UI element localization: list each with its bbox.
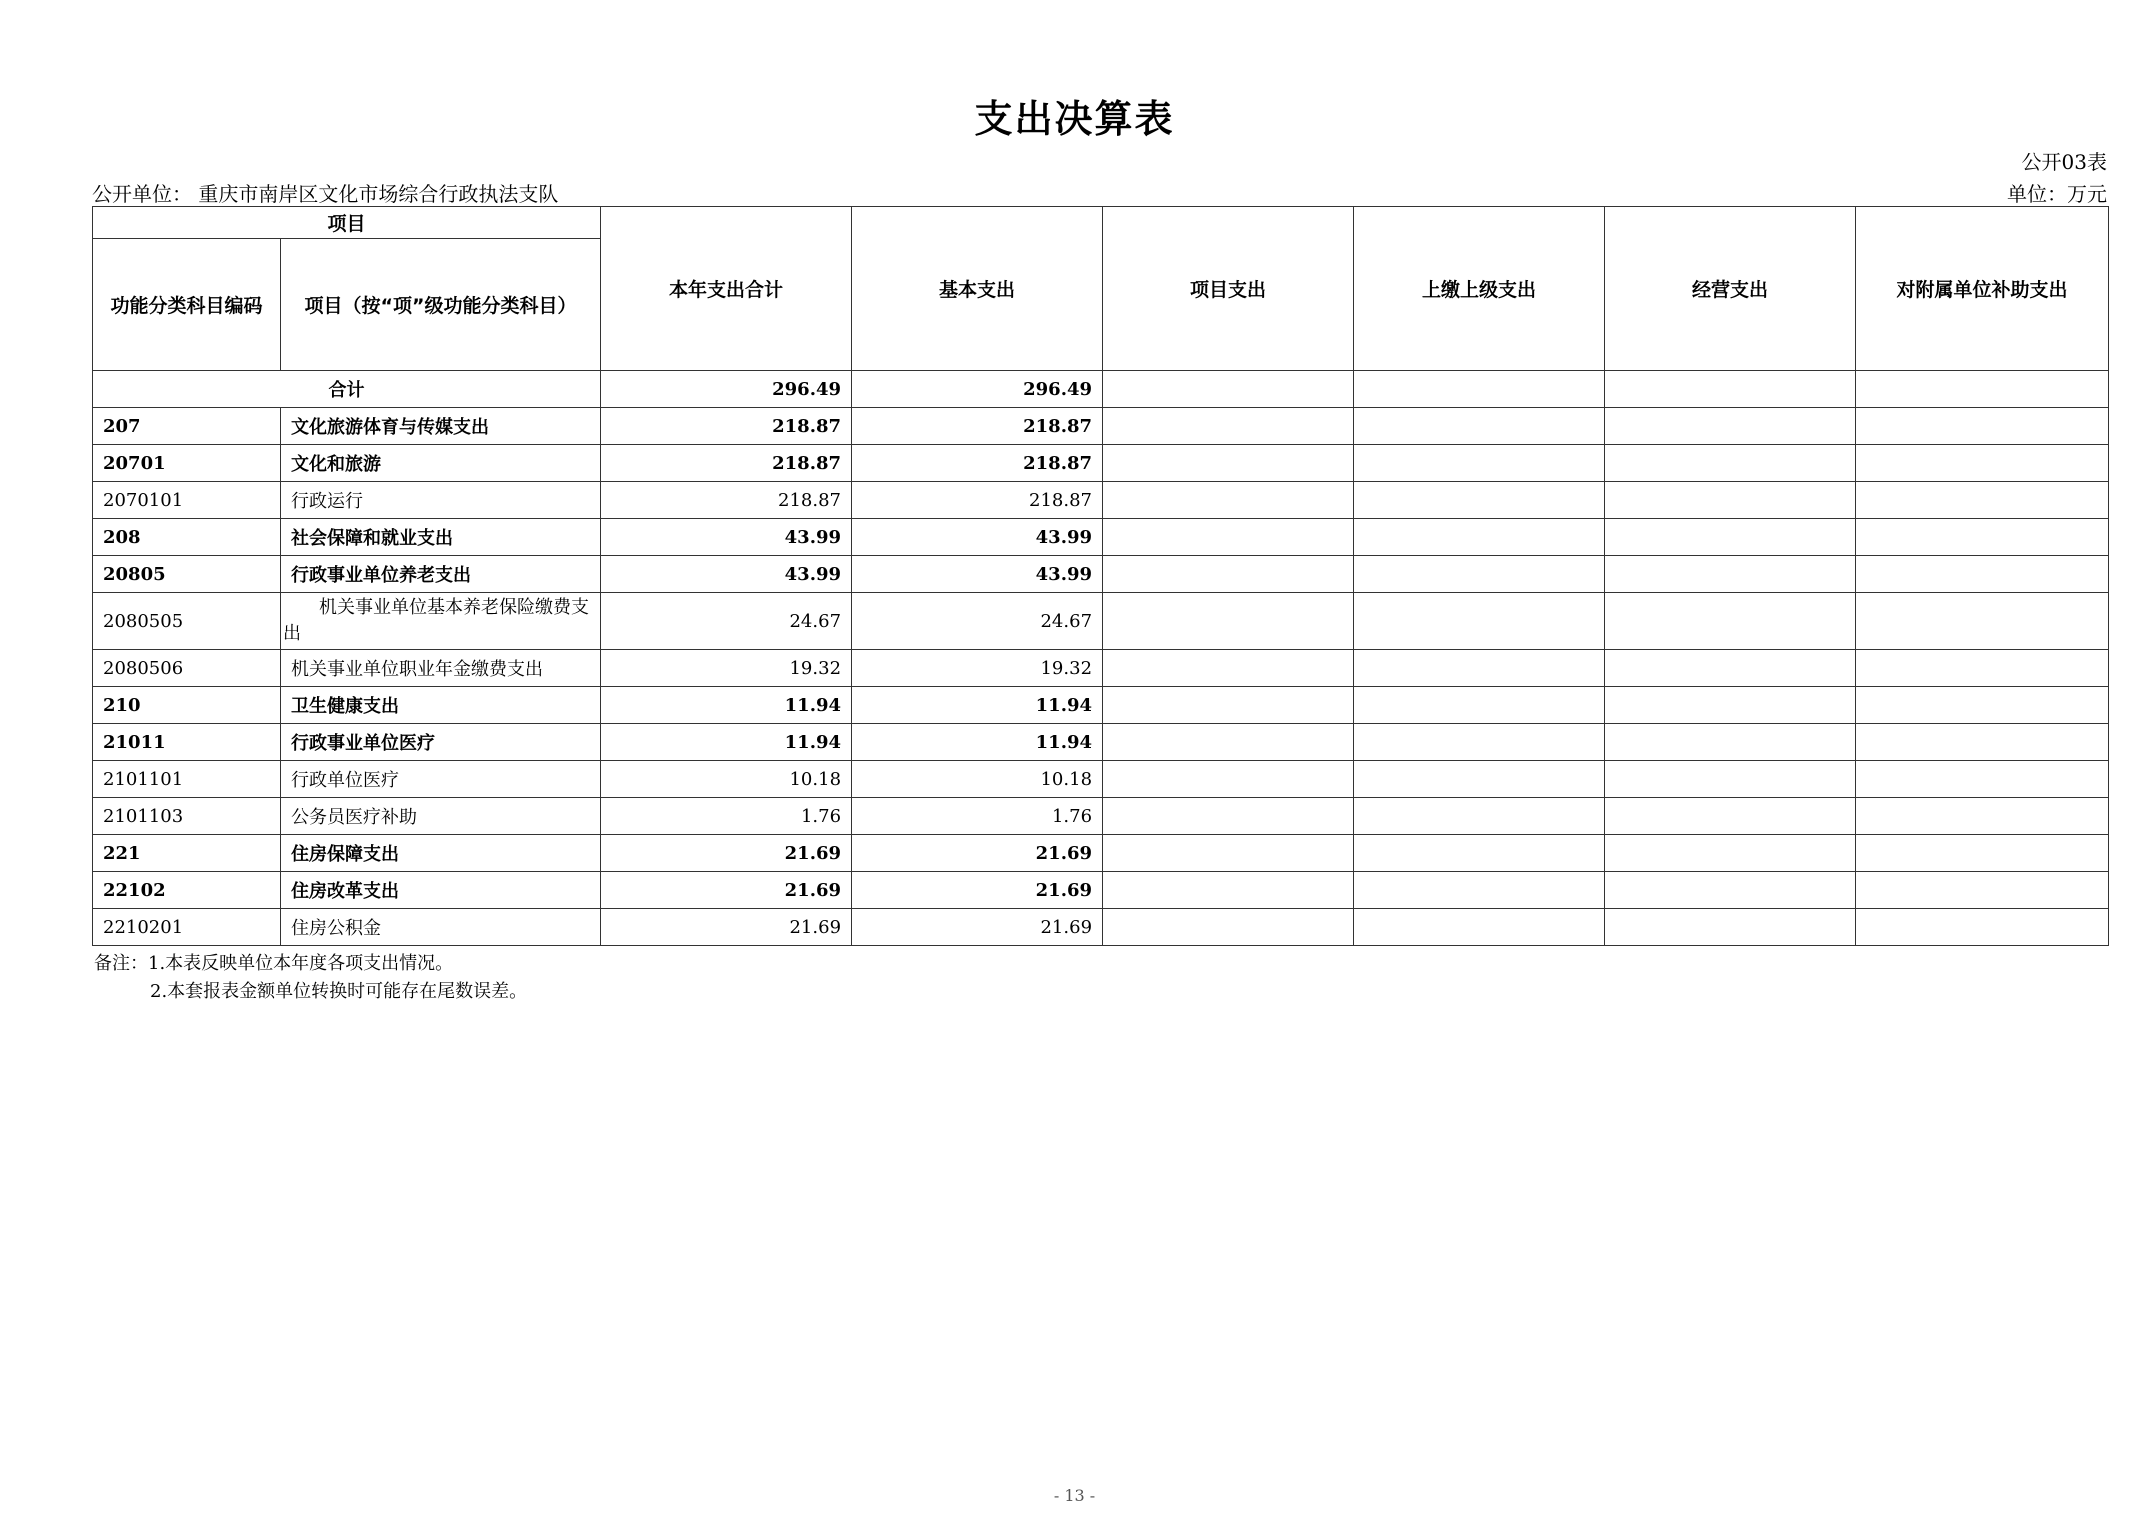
- cell-name: 行政事业单位养老支出: [281, 556, 601, 593]
- cell-upper: [1354, 482, 1605, 519]
- cell-basic: 21.69: [852, 835, 1103, 872]
- cell-name: 机关事业单位基本养老保险缴费支出: [281, 593, 601, 650]
- cell-upper: [1354, 556, 1605, 593]
- cell-subsidy: [1856, 482, 2109, 519]
- cell-business: [1605, 371, 1856, 408]
- cell-upper: [1354, 408, 1605, 445]
- cell-upper: [1354, 761, 1605, 798]
- cell-code: 2210201: [93, 909, 281, 946]
- header-item-name: 项目（按“项”级功能分类科目）: [281, 239, 601, 371]
- cell-project: [1103, 556, 1354, 593]
- cell-code: 21011: [93, 724, 281, 761]
- total-row: [93, 371, 2109, 408]
- page-number: - 13 -: [1053, 1486, 1096, 1505]
- cell-total: 43.99: [601, 556, 852, 593]
- table-row: [93, 482, 2109, 519]
- cell-business: [1605, 835, 1856, 872]
- cell-total: 1.76: [601, 798, 852, 835]
- cell-project: [1103, 798, 1354, 835]
- cell-name: 住房保障支出: [281, 835, 601, 872]
- cell-name: 行政事业单位医疗: [281, 724, 601, 761]
- cell-basic: 11.94: [852, 724, 1103, 761]
- cell-business: [1605, 872, 1856, 909]
- note-2: 2.本套报表金额单位转换时可能存在尾数误差。: [150, 981, 528, 1002]
- cell-code: 2101103: [93, 798, 281, 835]
- cell-subsidy: [1856, 650, 2109, 687]
- cell-business: [1605, 556, 1856, 593]
- header-subsidy: 对附属单位补助支出: [1856, 207, 2109, 371]
- cell-project: [1103, 687, 1354, 724]
- cell-total: 21.69: [601, 835, 852, 872]
- cell-code: 207: [93, 408, 281, 445]
- cell-subsidy: [1856, 798, 2109, 835]
- cell-project: [1103, 519, 1354, 556]
- cell-project: [1103, 872, 1354, 909]
- cell-total: 21.69: [601, 872, 852, 909]
- table-row: [93, 761, 2109, 798]
- cell-upper: [1354, 687, 1605, 724]
- cell-upper: [1354, 909, 1605, 946]
- cell-name: 机关事业单位职业年金缴费支出: [281, 650, 601, 687]
- table-row: [93, 556, 2109, 593]
- cell-total: 24.67: [601, 593, 852, 650]
- cell-project: [1103, 909, 1354, 946]
- header-item-group: 项目: [93, 207, 601, 239]
- table-row: [93, 872, 2109, 909]
- cell-project: [1103, 835, 1354, 872]
- cell-project: [1103, 445, 1354, 482]
- cell-name: 文化和旅游: [281, 445, 601, 482]
- total-label: 合计: [93, 371, 601, 408]
- cell-name: 行政单位医疗: [281, 761, 601, 798]
- cell-subsidy: [1856, 724, 2109, 761]
- cell-total: 218.87: [601, 445, 852, 482]
- table-row: [93, 724, 2109, 761]
- cell-subsidy: [1856, 872, 2109, 909]
- header-code: 功能分类科目编码: [93, 239, 281, 371]
- page-title: 支出决算表: [974, 97, 1175, 141]
- cell-upper: [1354, 519, 1605, 556]
- cell-project: [1103, 593, 1354, 650]
- cell-basic: 43.99: [852, 556, 1103, 593]
- cell-upper: [1354, 371, 1605, 408]
- cell-code: 208: [93, 519, 281, 556]
- cell-total: 218.87: [601, 482, 852, 519]
- table-row: [93, 445, 2109, 482]
- form-number: 公开03表: [2021, 150, 2107, 174]
- cell-basic: 10.18: [852, 761, 1103, 798]
- cell-upper: [1354, 650, 1605, 687]
- cell-business: [1605, 593, 1856, 650]
- cell-project: [1103, 724, 1354, 761]
- cell-total: 10.18: [601, 761, 852, 798]
- header-project: 项目支出: [1103, 207, 1354, 371]
- cell-total: 11.94: [601, 687, 852, 724]
- header-row: [93, 207, 2109, 239]
- cell-subsidy: [1856, 519, 2109, 556]
- cell-name: 住房改革支出: [281, 872, 601, 909]
- cell-business: [1605, 687, 1856, 724]
- cell-basic: 21.69: [852, 872, 1103, 909]
- cell-business: [1605, 798, 1856, 835]
- cell-total: 296.49: [601, 371, 852, 408]
- note-1: 备注：1.本表反映单位本年度各项支出情况。: [94, 953, 454, 974]
- table-row: [93, 650, 2109, 687]
- cell-code: 2080505: [93, 593, 281, 650]
- cell-name: 行政运行: [281, 482, 601, 519]
- cell-business: [1605, 724, 1856, 761]
- cell-upper: [1354, 724, 1605, 761]
- cell-subsidy: [1856, 593, 2109, 650]
- cell-business: [1605, 909, 1856, 946]
- amount-unit: 单位：万元: [2007, 182, 2107, 206]
- cell-upper: [1354, 872, 1605, 909]
- cell-name: 社会保障和就业支出: [281, 519, 601, 556]
- cell-total: 43.99: [601, 519, 852, 556]
- cell-basic: 218.87: [852, 482, 1103, 519]
- cell-subsidy: [1856, 687, 2109, 724]
- cell-code: 221: [93, 835, 281, 872]
- cell-name: 文化旅游体育与传媒支出: [281, 408, 601, 445]
- cell-basic: 11.94: [852, 687, 1103, 724]
- cell-subsidy: [1856, 835, 2109, 872]
- header-total: 本年支出合计: [601, 207, 852, 371]
- cell-code: 22102: [93, 872, 281, 909]
- cell-upper: [1354, 835, 1605, 872]
- cell-upper: [1354, 445, 1605, 482]
- table-row: [93, 687, 2109, 724]
- cell-name: 公务员医疗补助: [281, 798, 601, 835]
- cell-project: [1103, 408, 1354, 445]
- cell-basic: 1.76: [852, 798, 1103, 835]
- cell-upper: [1354, 798, 1605, 835]
- cell-business: [1605, 761, 1856, 798]
- table-notes: [94, 950, 527, 1006]
- cell-code: 2101101: [93, 761, 281, 798]
- cell-basic: 218.87: [852, 408, 1103, 445]
- header-basic: 基本支出: [852, 207, 1103, 371]
- cell-subsidy: [1856, 408, 2109, 445]
- cell-subsidy: [1856, 761, 2109, 798]
- cell-subsidy: [1856, 556, 2109, 593]
- cell-project: [1103, 761, 1354, 798]
- cell-total: 21.69: [601, 909, 852, 946]
- cell-code: 20805: [93, 556, 281, 593]
- cell-basic: 24.67: [852, 593, 1103, 650]
- cell-subsidy: [1856, 371, 2109, 408]
- cell-code: 2080506: [93, 650, 281, 687]
- table-row: [93, 408, 2109, 445]
- cell-basic: 21.69: [852, 909, 1103, 946]
- cell-total: 218.87: [601, 408, 852, 445]
- cell-project: [1103, 482, 1354, 519]
- cell-subsidy: [1856, 445, 2109, 482]
- table-row: [93, 519, 2109, 556]
- cell-code: 20701: [93, 445, 281, 482]
- reporting-unit: 公开单位： 重庆市南岸区文化市场综合行政执法支队: [92, 182, 559, 206]
- cell-business: [1605, 650, 1856, 687]
- cell-project: [1103, 371, 1354, 408]
- cell-business: [1605, 482, 1856, 519]
- cell-subsidy: [1856, 909, 2109, 946]
- cell-total: 11.94: [601, 724, 852, 761]
- cell-business: [1605, 519, 1856, 556]
- expenditure-table: [92, 206, 2109, 946]
- cell-basic: 296.49: [852, 371, 1103, 408]
- cell-business: [1605, 408, 1856, 445]
- cell-basic: 43.99: [852, 519, 1103, 556]
- cell-code: 210: [93, 687, 281, 724]
- cell-project: [1103, 650, 1354, 687]
- cell-total: 19.32: [601, 650, 852, 687]
- table-row: [93, 593, 2109, 650]
- cell-upper: [1354, 593, 1605, 650]
- header-business: 经营支出: [1605, 207, 1856, 371]
- cell-basic: 218.87: [852, 445, 1103, 482]
- cell-name: 卫生健康支出: [281, 687, 601, 724]
- cell-name: 住房公积金: [281, 909, 601, 946]
- cell-code: 2070101: [93, 482, 281, 519]
- table-row: [93, 835, 2109, 872]
- table-row: [93, 909, 2109, 946]
- header-upper: 上缴上级支出: [1354, 207, 1605, 371]
- cell-business: [1605, 445, 1856, 482]
- table-row: [93, 798, 2109, 835]
- cell-basic: 19.32: [852, 650, 1103, 687]
